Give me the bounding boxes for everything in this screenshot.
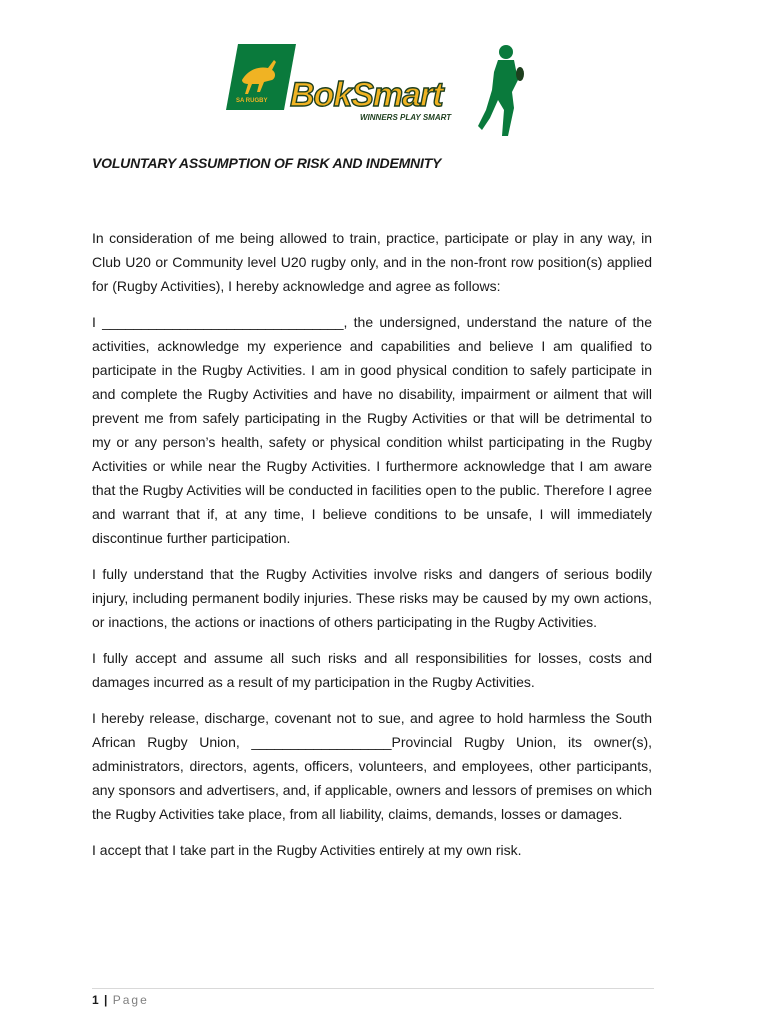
paragraph-risks: I fully understand that the Rugby Activities involve risks and dangers of serious bodily injury, including permanent bodily injuries. These risks may be caused by my own actions, or inactions, the actions or inactions of others participating in the Rugby Activities.: [92, 566, 652, 630]
page-number: 1: [92, 993, 99, 1007]
rugby-player-icon: [478, 45, 524, 136]
page-label: Page: [112, 993, 149, 1007]
paragraph-consideration: In consideration of me being allowed to train, practice, participate or play in any way, in Club U20 or Community level U20 rugby only, and in the non-front row position(s) applied for (Rugby Activities), I hereby acknowledge and agree as follows:: [92, 230, 652, 294]
document-body: [92, 226, 652, 874]
page-separator: |: [104, 993, 108, 1007]
paragraph-own-risk: I accept that I take part in the Rugby Activities entirely at my own risk.: [92, 842, 522, 858]
paragraph-accept-risks: I fully accept and assume all such risks and all responsibilities for losses, costs and damages incurred as a result of my participation in the Rugby Activities.: [92, 650, 652, 690]
logo-tagline: WINNERS PLAY SMART: [360, 113, 452, 122]
paragraph-release: I hereby release, discharge, covenant not to sue, and agree to hold harmless the South African Rugby Union, __________________Provincial Rugby Union, its owner(s), administrators, directors, agents, officers, volunteers, and employees, other participants, any sponsors and advertisers, and, if applicable, owners and lessors of premises on which the Rugby Activities take place, from all liability, claims, demands, losses or damages.: [92, 710, 652, 822]
page-footer: [92, 988, 654, 1007]
document-title: VOLUNTARY ASSUMPTION OF RISK AND INDEMNITY: [92, 155, 442, 171]
boksmart-logo: [224, 40, 524, 140]
logo-badge-text: SA RUGBY: [236, 98, 268, 104]
logo-brand-text: BokSmart: [290, 76, 443, 114]
paragraph-undersigned: I _______________________________, the undersigned, understand the nature of the activities, acknowledge my experience and capabilities and believe I am qualified to participate in the Rugby Activities. I am in good physical condition to safely participate in and complete the Rugby Activities and have no disability, impairment or ailment that will prevent me from safely participating in the Rugby Activities or that will be detrimental to my or any person’s health, safety or physical condition whilst participating in the Rugby Activities or while near the Rugby Activities. I furthermore acknowledge that I am aware that the Rugby Activities will be conducted in facilities open to the public. Therefore I agree and warrant that if, at any time, I believe conditions to be unsafe, I will immediately discontinue further participation.: [92, 314, 652, 546]
